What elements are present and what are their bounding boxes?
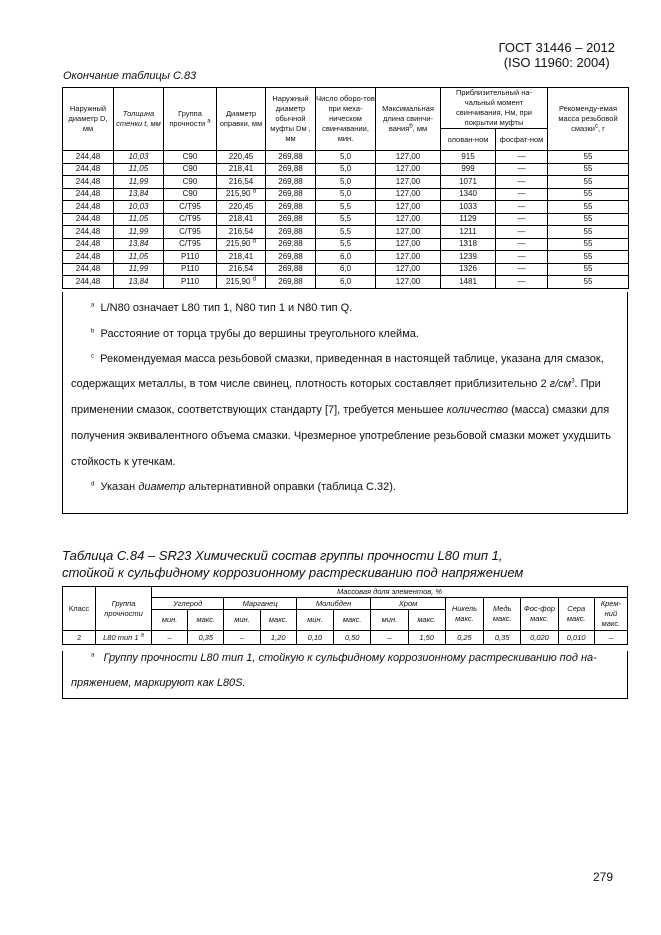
note-c-line1: $^c$ Рекомендуемая масса резьбовой смазки, приведенная в настоящей таблице, указана для смазок, — [91, 353, 604, 365]
cell-outer-diameter: 244,48 — [63, 213, 114, 226]
cell-molybdenum-max: 0,50 — [334, 631, 371, 645]
cell-torque-tin: 1129 — [441, 213, 496, 226]
col-header-phosphorus: Фос-фор макс. — [521, 598, 558, 631]
cell-turns: 6,0 — [316, 263, 376, 276]
cell-mandrel: 215,90 $^d$ — [217, 238, 266, 251]
cell-wall: 10,03 — [114, 201, 164, 214]
table-row — [63, 251, 629, 264]
col-header-group: Группа прочности $^a$ — [164, 88, 217, 151]
cell-mass: 55 — [548, 213, 629, 226]
cell-outer-diameter: 244,48 — [63, 226, 114, 239]
col-header-torque: Приблизительный на-чальный момент свинчивания, Нм, при покрытии муфты — [441, 88, 548, 129]
cell-group: P110 — [164, 263, 217, 276]
cell-sulfur: 0,010 — [558, 631, 594, 645]
cell-wall: 11,05 — [114, 163, 164, 176]
cell-max-length: 127,00 — [376, 201, 441, 214]
col-header-group: Группа прочности — [96, 587, 152, 631]
cell-mandrel: 215,90 $^d$ — [217, 276, 266, 289]
cell-torque-phosphate: — — [496, 251, 548, 264]
table84-notes — [62, 651, 628, 699]
cell-group: L80 тип 1 $^a$ — [96, 631, 152, 645]
cell-max-length: 127,00 — [376, 213, 441, 226]
cell-coupling: 269,88 — [266, 226, 316, 239]
cell-coupling: 269,88 — [266, 151, 316, 164]
cell-coupling: 269,88 — [266, 276, 316, 289]
cell-outer-diameter: 244,48 — [63, 151, 114, 164]
cell-outer-diameter: 244,48 — [63, 251, 114, 264]
cell-silicon: – — [594, 631, 627, 645]
cell-outer-diameter: 244,48 — [63, 238, 114, 251]
cell-torque-tin: 1326 — [441, 263, 496, 276]
table-row — [63, 238, 629, 251]
cell-group: P110 — [164, 276, 217, 289]
cell-torque-tin: 1340 — [441, 188, 496, 201]
cell-mandrel: 218,41 — [217, 213, 266, 226]
cell-outer-diameter: 244,48 — [63, 276, 114, 289]
cell-mandrel: 216,54 — [217, 226, 266, 239]
cell-max-length: 127,00 — [376, 163, 441, 176]
cell-wall: 11,99 — [114, 176, 164, 189]
col-header-tin: олован-ном — [441, 129, 496, 151]
cell-max-length: 127,00 — [376, 151, 441, 164]
col-header-phosphate: фосфат-ном — [496, 129, 548, 151]
cell-turns: 5,5 — [316, 226, 376, 239]
cell-carbon-min: – — [151, 631, 187, 645]
cell-turns: 6,0 — [316, 251, 376, 264]
cell-outer-diameter: 244,48 — [63, 188, 114, 201]
cell-mass: 55 — [548, 176, 629, 189]
col-header-molybdenum-min: мин. — [296, 610, 333, 631]
cell-coupling: 269,88 — [266, 238, 316, 251]
table-row — [63, 176, 629, 189]
cell-wall: 11,05 — [114, 213, 164, 226]
note84-line1: $^a$ Группу прочности L80 тип 1, стойкую к сульфидному коррозионному растрескиванию под на- — [91, 652, 597, 664]
col-header-carbon: Углерод — [151, 598, 223, 610]
cell-torque-tin: 1318 — [441, 238, 496, 251]
cell-torque-phosphate: — — [496, 263, 548, 276]
page-number: 279 — [593, 870, 614, 884]
cell-turns: 5,5 — [316, 201, 376, 214]
cell-turns: 5,0 — [316, 188, 376, 201]
cell-coupling: 269,88 — [266, 263, 316, 276]
cell-chromium-min: – — [371, 631, 408, 645]
cell-torque-tin: 1211 — [441, 226, 496, 239]
cell-max-length: 127,00 — [376, 226, 441, 239]
cell-wall: 13,84 — [114, 188, 164, 201]
cell-mass: 55 — [548, 238, 629, 251]
cell-group: C90 — [164, 151, 217, 164]
cell-turns: 5,0 — [316, 176, 376, 189]
cell-turns: 5,5 — [316, 213, 376, 226]
cell-wall: 11,99 — [114, 226, 164, 239]
note-b: $^b$ Расстояние от торца трубы до вершины треугольного клейма. — [91, 328, 419, 340]
cell-coupling: 269,88 — [266, 176, 316, 189]
table-row — [63, 213, 629, 226]
cell-copper: 0,35 — [484, 631, 521, 645]
cell-group: C/T95 — [164, 238, 217, 251]
cell-outer-diameter: 244,48 — [63, 163, 114, 176]
col-header-max-length: Максимальная длина свинчи-вания$^b$, мм — [376, 88, 441, 151]
cell-chromium-max: 1,50 — [408, 631, 445, 645]
cell-mandrel: 216,54 — [217, 176, 266, 189]
col-header-coupling: Наружный диаметр обычной муфты Dм , мм — [266, 88, 316, 151]
cell-mass: 55 — [548, 201, 629, 214]
col-header-mass: Рекоменду-емая масса резьбовой смазки$^c$, г — [548, 88, 629, 151]
table-c84 — [62, 586, 628, 645]
col-header-manganese-min: мин. — [224, 610, 260, 631]
cell-outer-diameter: 244,48 — [63, 201, 114, 214]
cell-coupling: 269,88 — [266, 251, 316, 264]
col-header-nickel: Никель макс. — [445, 598, 483, 631]
note-c-line4: получения эквивалентного объема смазки. Чрезмерное употребление резьбовой смазки может ухудшить — [71, 430, 611, 442]
note-c-line3: применении смазок, соответствующих стандарту [7], требуется меньшее количество (масса) смазки для — [71, 404, 610, 416]
cell-carbon-max: 0,35 — [188, 631, 224, 645]
cell-mandrel: 215,90 $^d$ — [217, 188, 266, 201]
cell-group: C90 — [164, 188, 217, 201]
cell-torque-phosphate: — — [496, 226, 548, 239]
cell-max-length: 127,00 — [376, 263, 441, 276]
note-c-line5: стойкость к утечкам. — [71, 456, 176, 468]
table84-caption: Таблица С.84 – SR23 Химический состав группы прочности L80 тип 1, стойкой к сульфидному коррозионному растрескиванию под напряжением — [62, 548, 524, 580]
table-row — [63, 163, 629, 176]
col-header-silicon: Крем-ний макс. — [594, 598, 627, 631]
table-row — [63, 276, 629, 289]
cell-group: C90 — [164, 163, 217, 176]
col-header-manganese-max: макс. — [260, 610, 296, 631]
note84-line2: пряжением, маркируют как L80S. — [71, 677, 246, 689]
cell-coupling: 269,88 — [266, 213, 316, 226]
table83-caption: Окончание таблицы С.83 — [63, 70, 197, 82]
note-a: $^a$ L/N80 означает L80 тип 1, N80 тип 1 и N80 тип Q. — [91, 302, 353, 314]
cell-wall: 10,03 — [114, 151, 164, 164]
col-header-molybdenum-max: макс. — [334, 610, 371, 631]
col-header-manganese: Марганец — [224, 598, 296, 610]
table-row — [63, 151, 629, 164]
cell-torque-phosphate: — — [496, 238, 548, 251]
cell-max-length: 127,00 — [376, 251, 441, 264]
col-header-sulfur: Сера макс. — [558, 598, 594, 631]
document-header — [499, 40, 615, 70]
cell-torque-tin: 915 — [441, 151, 496, 164]
cell-coupling: 269,88 — [266, 188, 316, 201]
cell-mass: 55 — [548, 251, 629, 264]
cell-torque-tin: 1071 — [441, 176, 496, 189]
cell-nickel: 0,25 — [445, 631, 483, 645]
cell-mass: 55 — [548, 151, 629, 164]
cell-torque-phosphate: — — [496, 213, 548, 226]
cell-manganese-min: – — [224, 631, 260, 645]
cell-torque-tin: 999 — [441, 163, 496, 176]
col-header-class: Класс — [63, 587, 96, 631]
col-header-carbon-min: мин. — [151, 610, 187, 631]
cell-torque-phosphate: — — [496, 151, 548, 164]
cell-group: C/T95 — [164, 213, 217, 226]
cell-turns: 5,0 — [316, 163, 376, 176]
cell-manganese-max: 1,20 — [260, 631, 296, 645]
cell-mass: 55 — [548, 188, 629, 201]
cell-max-length: 127,00 — [376, 276, 441, 289]
cell-group: C/T95 — [164, 201, 217, 214]
col-header-wall: Толщина стенки t, мм — [114, 88, 164, 151]
table-row — [63, 201, 629, 214]
cell-wall: 11,99 — [114, 263, 164, 276]
cell-mass: 55 — [548, 163, 629, 176]
cell-max-length: 127,00 — [376, 238, 441, 251]
cell-mandrel: 218,41 — [217, 163, 266, 176]
cell-mass: 55 — [548, 226, 629, 239]
cell-torque-phosphate: — — [496, 276, 548, 289]
col-header-chromium: Хром — [371, 598, 446, 610]
table83-notes — [62, 292, 628, 514]
col-header-mandrel: Диаметр оправки, мм — [217, 88, 266, 151]
cell-mass: 55 — [548, 276, 629, 289]
col-header-copper: Медь макс. — [484, 598, 521, 631]
col-header-carbon-max: макс. — [188, 610, 224, 631]
cell-turns: 5,5 — [316, 238, 376, 251]
cell-mass: 55 — [548, 263, 629, 276]
note-d: $^d$ Указан диаметр альтернативной оправки (таблица С.32). — [91, 481, 396, 493]
cell-molybdenum-min: 0,10 — [296, 631, 333, 645]
cell-torque-phosphate: — — [496, 201, 548, 214]
cell-phosphorus: 0,020 — [521, 631, 558, 645]
cell-max-length: 127,00 — [376, 176, 441, 189]
cell-group: C/T95 — [164, 226, 217, 239]
col-header-chromium-max: макс. — [408, 610, 445, 631]
cell-outer-diameter: 244,48 — [63, 176, 114, 189]
cell-coupling: 269,88 — [266, 201, 316, 214]
cell-torque-phosphate: — — [496, 188, 548, 201]
cell-mandrel: 220,45 — [217, 151, 266, 164]
cell-mandrel: 216,54 — [217, 263, 266, 276]
iso-reference: (ISO 11960: 2004) — [503, 55, 610, 70]
cell-max-length: 127,00 — [376, 188, 441, 201]
cell-wall: 13,84 — [114, 276, 164, 289]
table-c83 — [62, 87, 629, 289]
cell-class: 2 — [63, 631, 96, 645]
cell-coupling: 269,88 — [266, 163, 316, 176]
table-row — [63, 226, 629, 239]
cell-wall: 13,84 — [114, 238, 164, 251]
cell-torque-tin: 1239 — [441, 251, 496, 264]
col-header-mass-fraction: Массовая доля элементов, % — [151, 587, 627, 598]
cell-turns: 5,0 — [316, 151, 376, 164]
table-row — [63, 263, 629, 276]
cell-outer-diameter: 244,48 — [63, 263, 114, 276]
cell-torque-tin: 1481 — [441, 276, 496, 289]
cell-torque-tin: 1033 — [441, 201, 496, 214]
cell-torque-phosphate: — — [496, 163, 548, 176]
table-row — [63, 188, 629, 201]
cell-wall: 11,05 — [114, 251, 164, 264]
col-header-turns: Число оборо-тов при меха-ническом свинчивании, мин. — [316, 88, 376, 151]
col-header-molybdenum: Молибден — [296, 598, 371, 610]
col-header-outer-diameter: Наружный диаметр D, мм — [63, 88, 114, 151]
col-header-chromium-min: мин. — [371, 610, 408, 631]
cell-torque-phosphate: — — [496, 176, 548, 189]
cell-mandrel: 220,45 — [217, 201, 266, 214]
cell-mandrel: 218,41 — [217, 251, 266, 264]
standard-number: ГОСТ 31446 – 2012 — [498, 40, 615, 55]
cell-turns: 6,0 — [316, 276, 376, 289]
note-c-line2: содержащих металлы, в том числе свинец, плотность которых составляет приблизительно 2 $г/см^3$. При — [71, 378, 601, 390]
cell-group: P110 — [164, 251, 217, 264]
cell-group: C90 — [164, 176, 217, 189]
